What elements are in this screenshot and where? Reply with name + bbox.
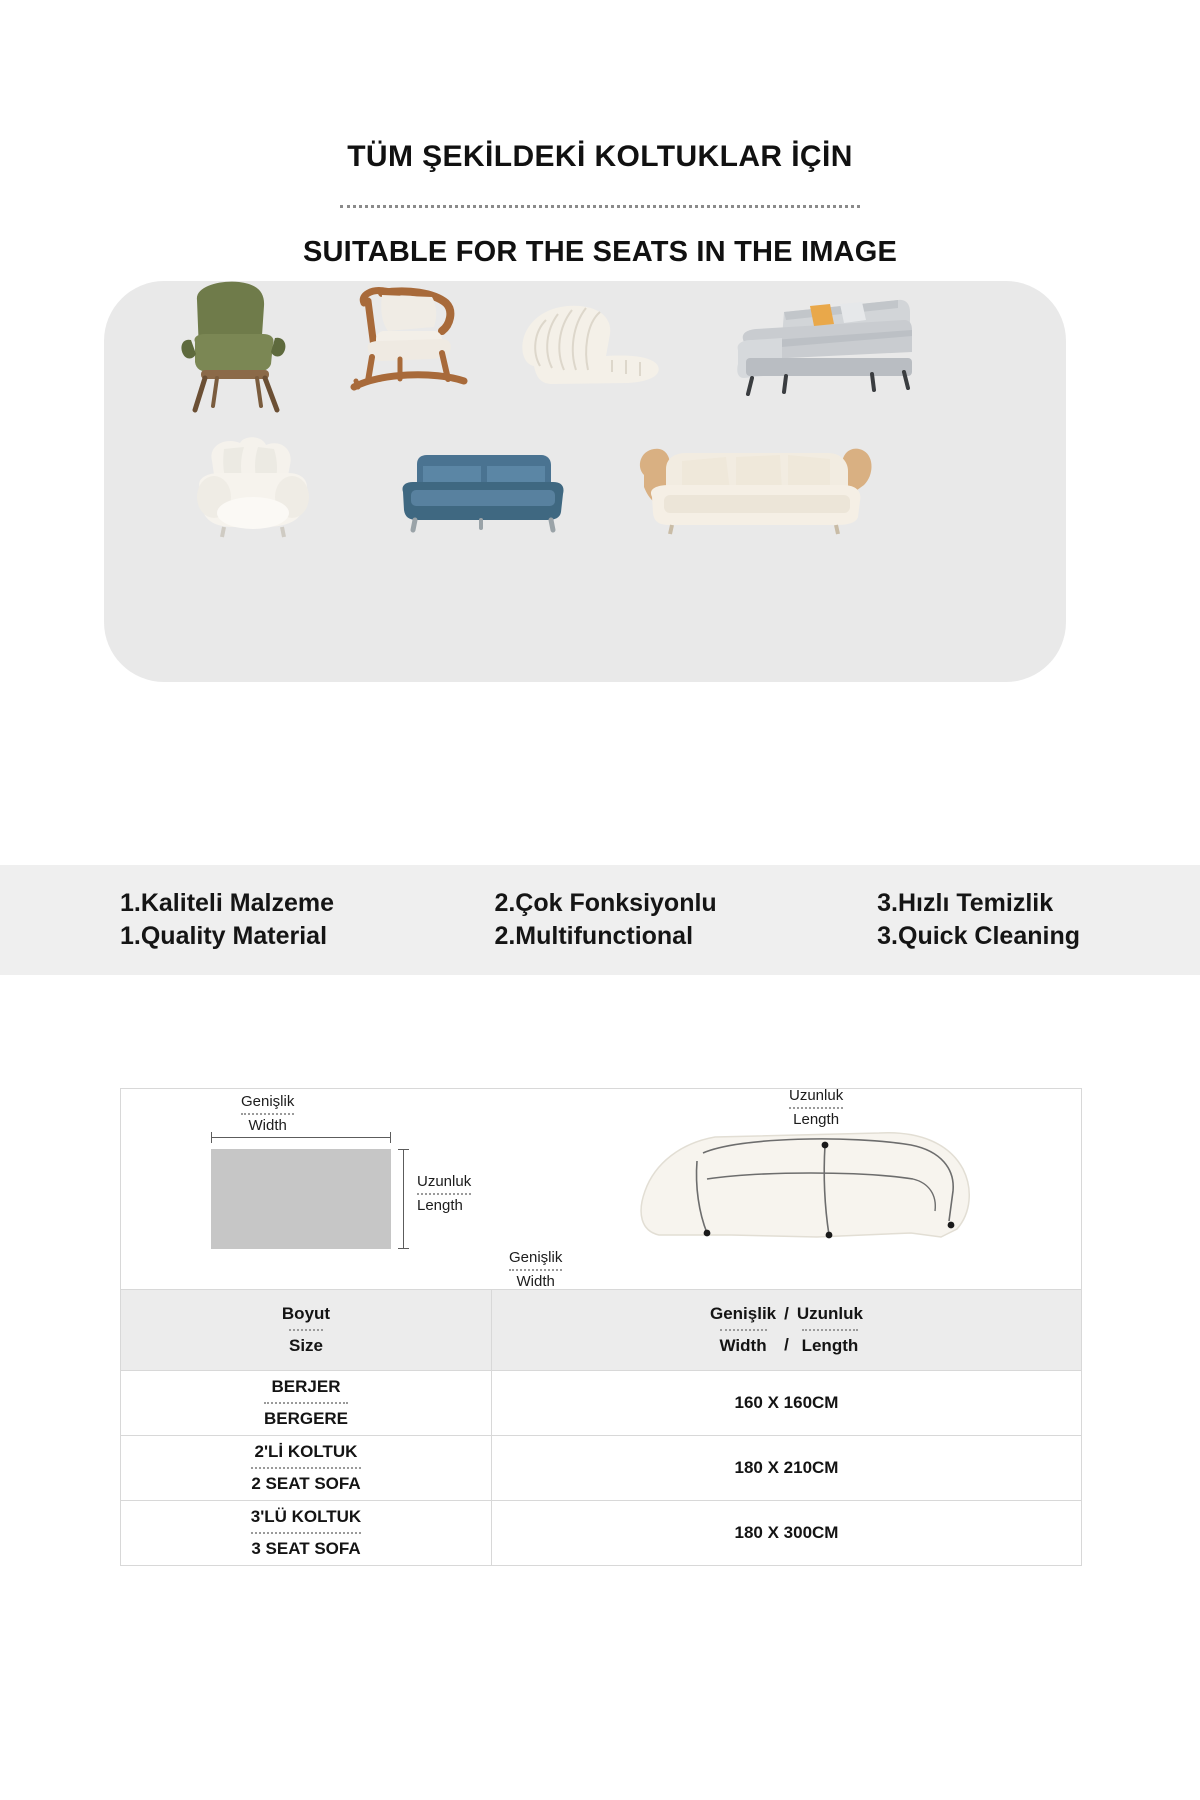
row-two-seat-name bbox=[121, 1436, 492, 1500]
row-two-seat-tr: 2'Lİ KOLTUK bbox=[254, 1442, 358, 1462]
feature-cleaning-tr: 3.Hızlı Temizlik bbox=[877, 889, 1054, 917]
green-armchair bbox=[165, 280, 310, 420]
header-size-cell bbox=[121, 1290, 492, 1370]
cream-lounge-chair bbox=[508, 300, 668, 400]
row-two-seat-en: 2 SEAT SOFA bbox=[251, 1467, 360, 1497]
diagram-length-label bbox=[417, 1173, 471, 1216]
feature-item-quick-cleaning bbox=[877, 887, 1080, 953]
furniture-row-top bbox=[0, 300, 1200, 440]
table-row bbox=[121, 1371, 1081, 1436]
size-diagram bbox=[121, 1089, 1081, 1290]
length-measure-arrow bbox=[403, 1149, 404, 1249]
grey-sectional-sofa bbox=[722, 290, 912, 405]
wooden-rocking-chair bbox=[338, 285, 478, 410]
header-length-en: Length bbox=[802, 1329, 859, 1359]
row-three-seat-name bbox=[121, 1501, 492, 1565]
row-berjer-size: 160 X 160CM bbox=[734, 1392, 839, 1412]
row-two-seat-size: 180 X 210CM bbox=[734, 1457, 839, 1477]
hero-title-english: SUITABLE FOR THE SEATS IN THE IMAGE bbox=[277, 228, 923, 279]
feature-item-multifunctional bbox=[494, 887, 716, 953]
row-three-seat-tr: 3'LÜ KOLTUK bbox=[250, 1507, 362, 1527]
beige-three-seat-sofa bbox=[630, 435, 880, 545]
features-bar bbox=[0, 865, 1200, 975]
feature-quality-tr: 1.Kaliteli Malzeme bbox=[120, 889, 334, 917]
diagram-width-tr: Genişlik bbox=[241, 1093, 295, 1110]
header-slash-top: / bbox=[784, 1304, 789, 1323]
header-slash-bottom: / bbox=[784, 1334, 789, 1354]
row-berjer-tr: BERJER bbox=[271, 1377, 341, 1397]
white-boucle-armchair bbox=[178, 435, 328, 555]
diagram-sofa-width-en: Width bbox=[509, 1269, 562, 1292]
feature-multifunctional-tr: 2.Çok Fonksiyonlu bbox=[494, 889, 717, 917]
diagram-sofa-length-tr: Uzunluk bbox=[789, 1087, 844, 1104]
diagram-sofa-width-label bbox=[509, 1249, 562, 1292]
row-three-seat-size: 180 X 300CM bbox=[734, 1522, 839, 1542]
hero-title-turkish: TÜM ŞEKİLDEKİ KOLTUKLAR İÇİN bbox=[347, 140, 853, 173]
diagram-length-tr: Uzunluk bbox=[417, 1173, 472, 1190]
row-berjer-name bbox=[121, 1371, 492, 1435]
header-dimensions-cell bbox=[492, 1290, 1081, 1370]
width-measure-arrow bbox=[211, 1137, 391, 1138]
header-length-tr: Uzunluk bbox=[796, 1304, 863, 1323]
hero-title-english-wrap bbox=[0, 228, 1200, 279]
feature-cleaning-en: 3.Quick Cleaning bbox=[877, 922, 1080, 950]
blue-two-seat-sofa bbox=[395, 450, 570, 540]
furniture-row-bottom bbox=[0, 435, 1200, 565]
size-table bbox=[120, 1088, 1082, 1566]
draped-sofa-illustration bbox=[611, 1117, 1001, 1257]
diagram-sofa-length-en: Length bbox=[789, 1107, 843, 1130]
hero-section bbox=[0, 0, 1200, 760]
table-row bbox=[121, 1436, 1081, 1501]
diagram-sofa-width-tr: Genişlik bbox=[509, 1249, 563, 1266]
table-row bbox=[121, 1501, 1081, 1565]
header-width-tr: Genişlik bbox=[710, 1304, 777, 1323]
feature-multifunctional-en: 2.Multifunctional bbox=[494, 922, 694, 950]
diagram-sofa-length-label bbox=[789, 1087, 843, 1130]
header-size-en: Size bbox=[289, 1329, 323, 1359]
row-berjer-en: BERGERE bbox=[264, 1402, 348, 1432]
title-dotted-divider bbox=[340, 205, 860, 211]
header-width-en: Width bbox=[720, 1329, 767, 1359]
feature-item-quality bbox=[120, 887, 334, 953]
table-header-row bbox=[121, 1290, 1081, 1371]
row-three-seat-en: 3 SEAT SOFA bbox=[251, 1532, 360, 1562]
cover-rectangle-sample bbox=[211, 1149, 391, 1249]
feature-quality-en: 1.Quality Material bbox=[120, 922, 328, 950]
diagram-length-en: Length bbox=[417, 1193, 471, 1216]
header-size-tr: Boyut bbox=[281, 1304, 331, 1323]
diagram-width-en: Width bbox=[241, 1113, 294, 1136]
diagram-width-label bbox=[241, 1093, 294, 1136]
